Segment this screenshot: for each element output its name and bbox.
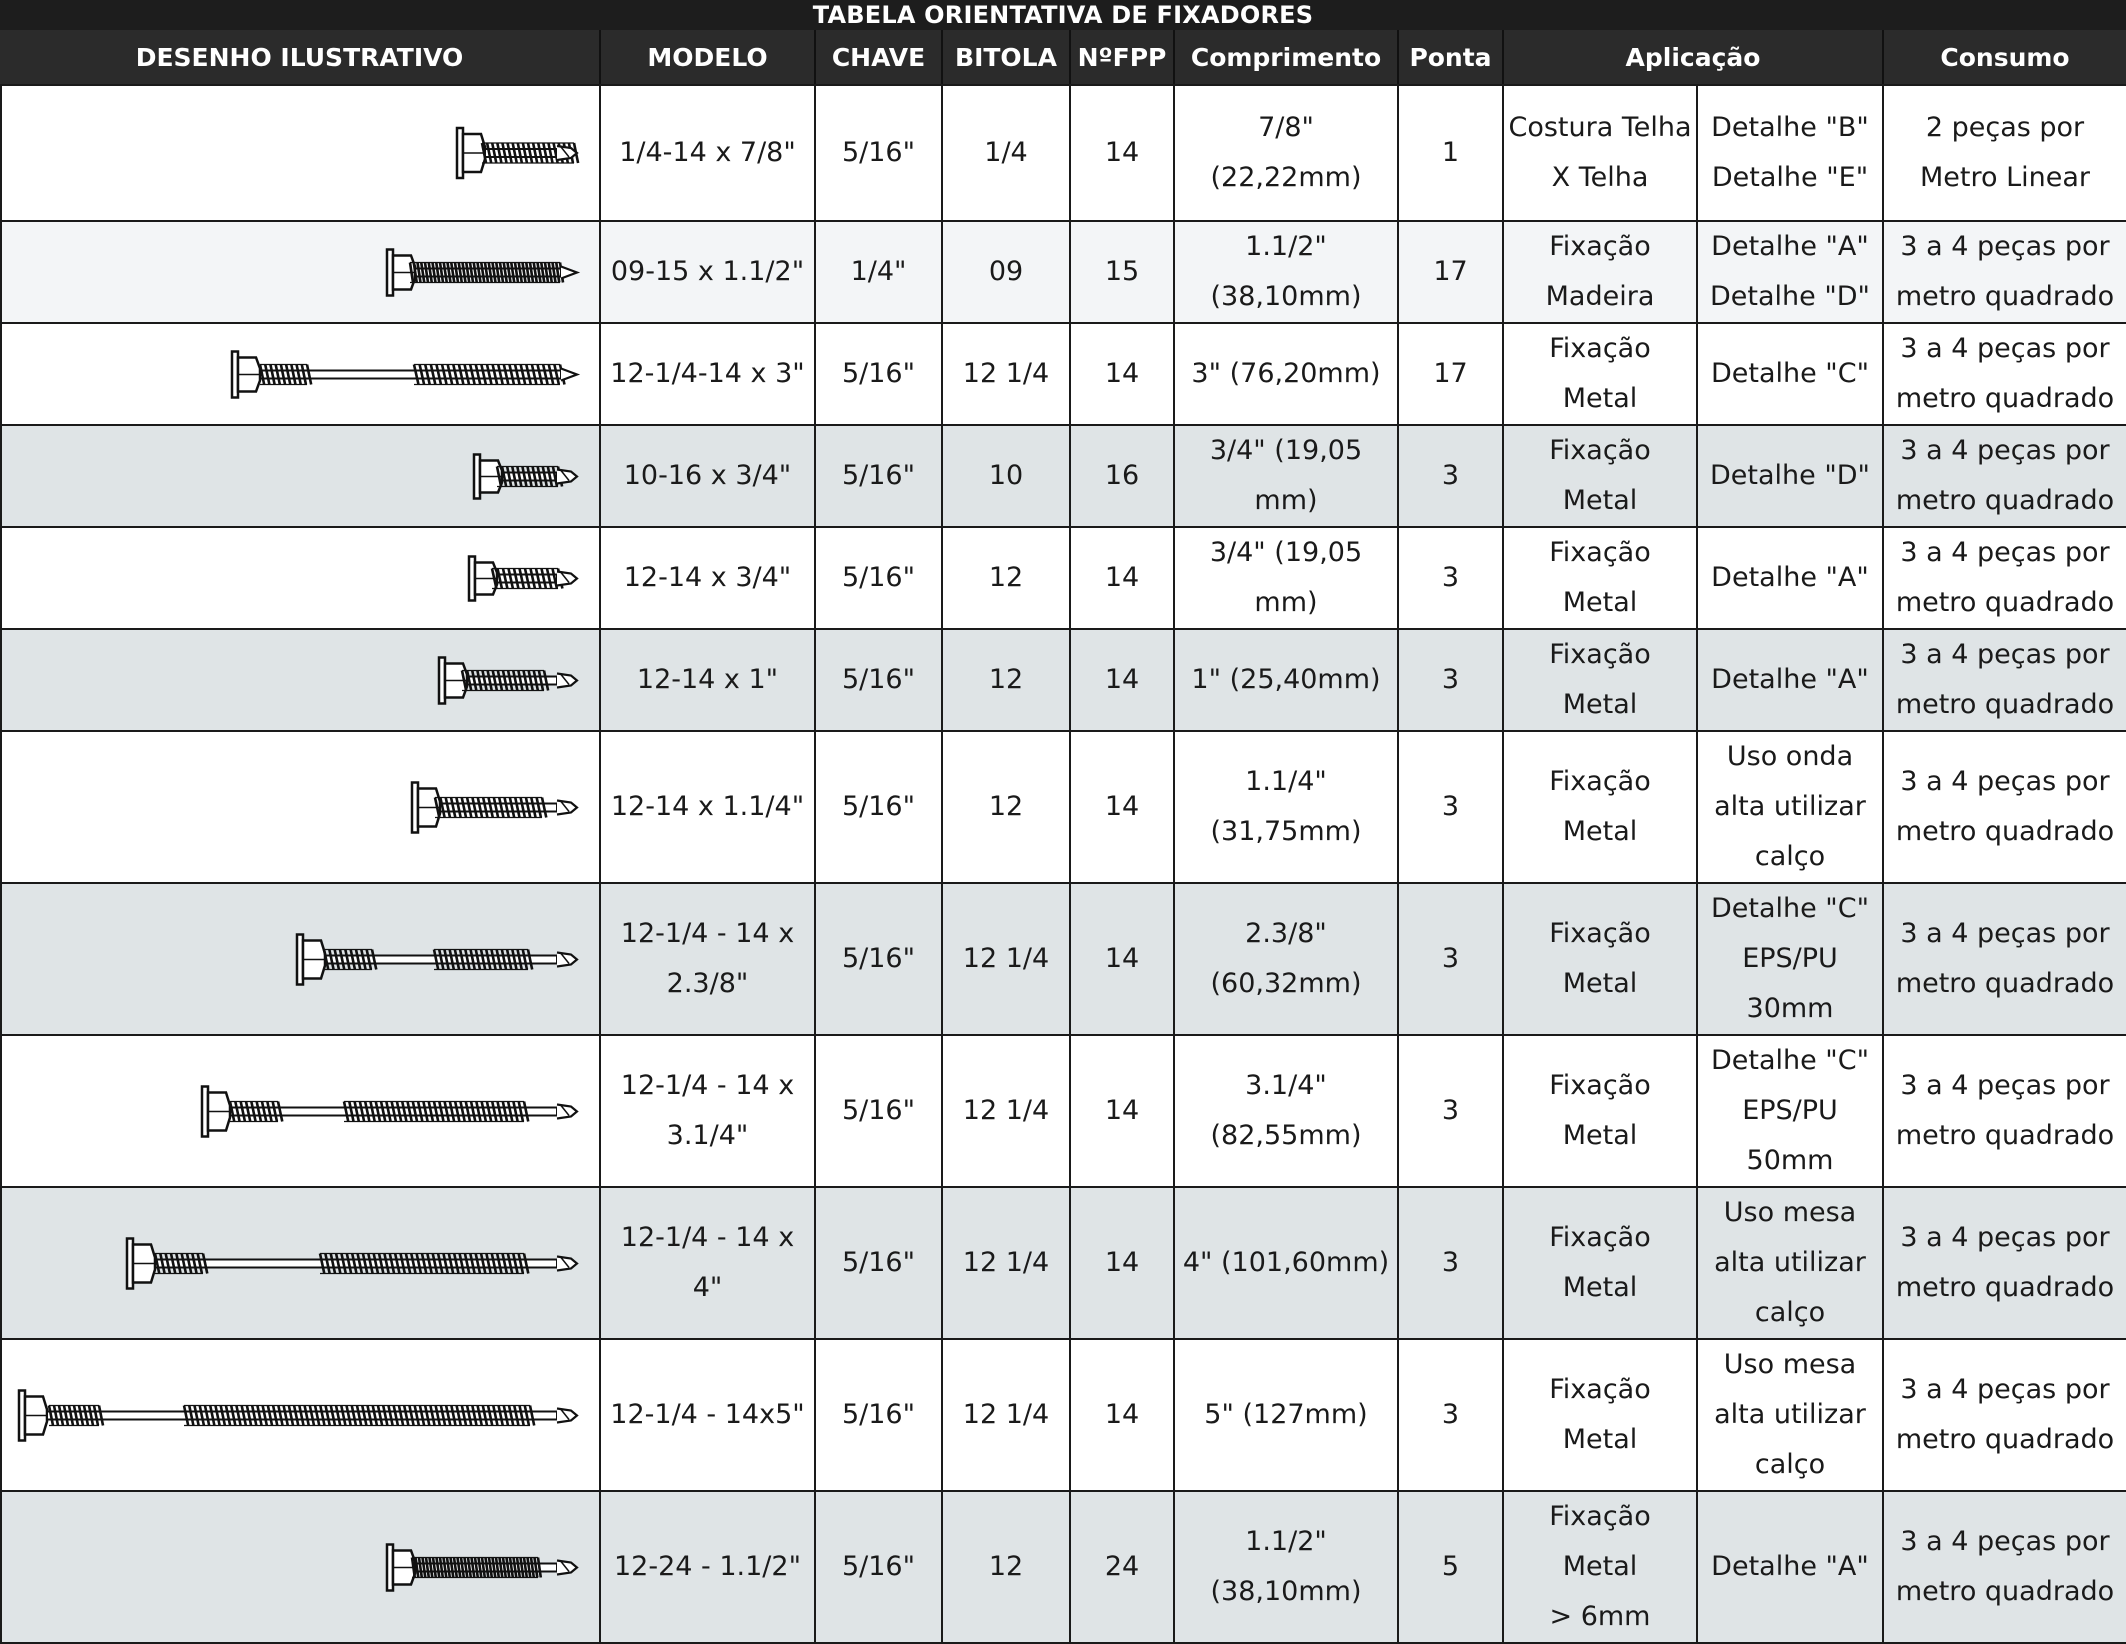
fpp-cell: 15 [1070, 221, 1174, 323]
aplicacao-cell [1503, 629, 1697, 731]
aplicacao-cell [1503, 527, 1697, 629]
consumo-line: metro quadrado [1895, 281, 2115, 312]
consumo-cell [1883, 1339, 2126, 1491]
table-row [1, 323, 2126, 425]
consumo-line: 3 a 4 peças por [1900, 333, 2110, 364]
tiny-drill-screw-icon [2, 531, 597, 626]
consumo-cell [1883, 1187, 2126, 1339]
drawing-cell [1, 731, 600, 883]
chave-cell: 5/16" [815, 883, 942, 1035]
fpp-cell: 14 [1070, 883, 1174, 1035]
detalhe-line: alta utilizar [1714, 1247, 1866, 1278]
table-row [1, 629, 2126, 731]
stitched-drill-screw-icon [2, 1191, 597, 1336]
modelo-line: 12-24 - 1.1/2" [614, 1551, 801, 1582]
consumo-line: metro quadrado [1895, 1272, 2115, 1303]
comprimento-cell [1174, 1339, 1398, 1491]
fpp-cell: 16 [1070, 425, 1174, 527]
consumo-cell [1883, 731, 2126, 883]
drawing-cell [1, 425, 600, 527]
comprimento-cell [1174, 527, 1398, 629]
detalhe-line: EPS/PU [1742, 1095, 1838, 1126]
aplicacao-line: Fixação Metal [1549, 435, 1651, 516]
detalhe-line: 50mm [1746, 1145, 1834, 1176]
header-bitola: BITOLA [941, 30, 1069, 84]
consumo-line: 3 a 4 peças por [1900, 1526, 2110, 1557]
detalhe-line: calço [1754, 1297, 1826, 1328]
consumo-cell [1883, 629, 2126, 731]
comprimento-cell [1174, 323, 1398, 425]
comprimento-line: 1.1/2" (38,10mm) [1210, 1526, 1362, 1607]
aplicacao-line: Costura Telha [1508, 112, 1692, 143]
aplicacao-line: Fixação Metal [1549, 1222, 1651, 1303]
bitola-cell: 12 [942, 1491, 1070, 1643]
ponta-cell: 5 [1398, 1491, 1503, 1643]
detalhe-cell [1697, 323, 1883, 425]
fine-thread-drill-screw-icon [2, 1520, 597, 1615]
drawing-cell [1, 221, 600, 323]
drawing-cell [1, 883, 600, 1035]
modelo-cell [600, 1339, 815, 1491]
ponta-cell: 3 [1398, 527, 1503, 629]
comprimento-line: 3/4" (19,05 mm) [1209, 537, 1363, 618]
consumo-cell [1883, 425, 2126, 527]
table-row [1, 527, 2126, 629]
comprimento-line: 5" (127mm) [1204, 1399, 1368, 1430]
aplicacao-line: Fixação Metal [1549, 1374, 1651, 1455]
consumo-line: 3 a 4 peças por [1900, 537, 2110, 568]
consumo-line: metro quadrado [1895, 968, 2115, 999]
detalhe-line: Detalhe "A" [1711, 231, 1869, 262]
aplicacao-line: Madeira [1545, 281, 1655, 312]
ponta-cell: 3 [1398, 425, 1503, 527]
chave-cell: 5/16" [815, 731, 942, 883]
comprimento-cell [1174, 629, 1398, 731]
modelo-line: 12-1/4 - 14 x 4" [620, 1222, 795, 1303]
consumo-cell [1883, 1491, 2126, 1643]
bitola-cell: 1/4 [942, 85, 1070, 221]
drawing-cell [1, 1035, 600, 1187]
header-comprimento: Comprimento [1173, 30, 1397, 84]
modelo-line: 12-14 x 3/4" [623, 562, 792, 593]
fpp-cell: 14 [1070, 85, 1174, 221]
detalhe-cell [1697, 1187, 1883, 1339]
fpp-cell: 14 [1070, 1339, 1174, 1491]
ponta-cell: 3 [1398, 629, 1503, 731]
modelo-cell [600, 221, 815, 323]
comprimento-line: 2.3/8" [1245, 918, 1327, 949]
chave-cell: 5/16" [815, 1339, 942, 1491]
modelo-line: 09-15 x 1.1/2" [610, 256, 805, 287]
chave-cell: 5/16" [815, 527, 942, 629]
detalhe-line: EPS/PU [1742, 943, 1838, 974]
detalhe-cell [1697, 221, 1883, 323]
modelo-line: 12-1/4 - 14 x [620, 918, 795, 949]
table-row [1, 1187, 2126, 1339]
aplicacao-cell [1503, 323, 1697, 425]
detalhe-line: calço [1754, 841, 1826, 872]
consumo-cell [1883, 323, 2126, 425]
modelo-line: 12-1/4 - 14x5" [610, 1399, 805, 1430]
aplicacao-line: Fixação Metal [1549, 918, 1651, 999]
detalhe-line: 30mm [1746, 993, 1834, 1024]
header-aplicacao: Aplicação [1502, 30, 1882, 84]
consumo-cell [1883, 85, 2126, 221]
detalhe-cell [1697, 629, 1883, 731]
detalhe-cell [1697, 731, 1883, 883]
modelo-line: 12-1/4 - 14 x [620, 1070, 795, 1101]
consumo-line: Metro Linear [1919, 162, 2090, 193]
header-desenho: DESENHO ILUSTRATIVO [135, 42, 464, 72]
comprimento-line: (60,32mm) [1210, 968, 1362, 999]
modelo-cell [600, 527, 815, 629]
consumo-line: metro quadrado [1895, 1120, 2115, 1151]
detalhe-cell [1697, 883, 1883, 1035]
header-nfpp: NºFPP [1069, 30, 1173, 84]
modelo-line: 12-1/4-14 x 3" [610, 358, 805, 389]
aplicacao-cell [1503, 731, 1697, 883]
bitola-cell: 12 [942, 527, 1070, 629]
aplicacao-line: Fixação Metal [1549, 1501, 1651, 1582]
detalhe-line: Detalhe "A" [1711, 562, 1869, 593]
modelo-cell [600, 883, 815, 1035]
comprimento-line: 4" (101,60mm) [1182, 1247, 1390, 1278]
aplicacao-cell [1503, 425, 1697, 527]
chave-cell: 1/4" [815, 221, 942, 323]
modelo-line: 12-14 x 1.1/4" [610, 791, 805, 822]
bitola-cell: 12 [942, 731, 1070, 883]
short-drill-screw-icon [2, 633, 597, 728]
fpp-cell: 14 [1070, 1187, 1174, 1339]
ponta-cell: 17 [1398, 323, 1503, 425]
table-row [1, 1035, 2126, 1187]
chave-cell: 5/16" [815, 323, 942, 425]
comprimento-cell [1174, 1035, 1398, 1187]
bitola-cell: 09 [942, 221, 1070, 323]
consumo-line: 3 a 4 peças por [1900, 1222, 2110, 1253]
comprimento-line: 3" (76,20mm) [1191, 358, 1381, 389]
consumo-cell [1883, 221, 2126, 323]
comprimento-line: 7/8" (22,22mm) [1210, 112, 1362, 193]
extra-long-drill-screw-icon [2, 1343, 597, 1488]
aplicacao-line: Fixação Metal [1549, 1070, 1651, 1151]
aplicacao-line: Fixação Metal [1549, 766, 1651, 847]
aplicacao-line: X Telha [1551, 162, 1649, 193]
header-modelo: MODELO [599, 30, 814, 84]
comprimento-line: 1.1/4" (31,75mm) [1210, 766, 1362, 847]
stitched-drill-screw-icon [2, 1039, 597, 1184]
detalhe-line: Detalhe "D" [1710, 460, 1870, 491]
aplicacao-line: Fixação Metal [1549, 333, 1651, 414]
tiny-drill-screw-icon [2, 429, 597, 524]
chave-cell: 5/16" [815, 1035, 942, 1187]
aplicacao-line: Fixação [1549, 231, 1651, 262]
detalhe-line: alta utilizar [1714, 1399, 1866, 1430]
chave-cell: 5/16" [815, 629, 942, 731]
ponta-cell: 1 [1398, 85, 1503, 221]
bitola-cell: 12 1/4 [942, 323, 1070, 425]
fpp-cell: 24 [1070, 1491, 1174, 1643]
bitola-cell: 12 1/4 [942, 1035, 1070, 1187]
ponta-cell: 3 [1398, 731, 1503, 883]
header-consumo: Consumo [1882, 30, 2126, 84]
consumo-line: 3 a 4 peças por [1900, 766, 2110, 797]
modelo-line: 3.1/4" [666, 1120, 749, 1151]
header-ponta: Ponta [1397, 30, 1502, 84]
modelo-line: 2.3/8" [666, 968, 749, 999]
aplicacao-cell [1503, 1339, 1697, 1491]
detalhe-cell [1697, 1491, 1883, 1643]
consumo-cell [1883, 883, 2126, 1035]
chave-cell: 5/16" [815, 425, 942, 527]
table-row [1, 425, 2126, 527]
detalhe-line: Uso onda [1726, 741, 1854, 772]
consumo-line: 3 a 4 peças por [1900, 918, 2110, 949]
comprimento-line: 3.1/4" (82,55mm) [1210, 1070, 1362, 1151]
detalhe-cell [1697, 527, 1883, 629]
bitola-cell: 12 1/4 [942, 1187, 1070, 1339]
modelo-cell [600, 1491, 815, 1643]
fpp-cell: 14 [1070, 731, 1174, 883]
detalhe-line: Detalhe "C" [1710, 358, 1870, 389]
detalhe-cell [1697, 1035, 1883, 1187]
aplicacao-cell [1503, 1491, 1697, 1643]
consumo-line: metro quadrado [1895, 587, 2115, 618]
consumo-line: metro quadrado [1895, 1424, 2115, 1455]
comprimento-cell [1174, 731, 1398, 883]
detalhe-cell [1697, 425, 1883, 527]
detalhe-line: Detalhe "A" [1711, 1551, 1869, 1582]
detalhe-line: alta utilizar [1714, 791, 1866, 822]
drawing-cell [1, 1187, 600, 1339]
table-row [1, 221, 2126, 323]
modelo-cell [600, 629, 815, 731]
table-row [1, 883, 2126, 1035]
modelo-cell [600, 1035, 815, 1187]
short-hex-screw-icon [2, 87, 597, 219]
ponta-cell: 3 [1398, 1035, 1503, 1187]
drawing-cell [1, 85, 600, 221]
comprimento-cell [1174, 425, 1398, 527]
drawing-cell [1, 527, 600, 629]
table-title: TABELA ORIENTATIVA DE FIXADORES [0, 0, 2126, 30]
aplicacao-cell [1503, 221, 1697, 323]
modelo-cell [600, 323, 815, 425]
ponta-cell: 17 [1398, 221, 1503, 323]
chave-cell: 5/16" [815, 1491, 942, 1643]
detalhe-line: Uso mesa [1723, 1197, 1857, 1228]
comprimento-line: 1.1/2" (38,10mm) [1210, 231, 1362, 312]
detalhe-line: calço [1754, 1449, 1826, 1480]
detalhe-line: Detalhe "A" [1711, 664, 1869, 695]
consumo-line: metro quadrado [1895, 1576, 2115, 1607]
comprimento-line: 3/4" (19,05 mm) [1209, 435, 1363, 516]
fpp-cell: 14 [1070, 1035, 1174, 1187]
aplicacao-line: > 6mm [1549, 1601, 1651, 1632]
comprimento-line: 1" (25,40mm) [1191, 664, 1381, 695]
consumo-cell [1883, 527, 2126, 629]
ponta-cell: 3 [1398, 1339, 1503, 1491]
detalhe-line: Detalhe "B" [1711, 112, 1869, 143]
aplicacao-cell [1503, 1035, 1697, 1187]
bitola-cell: 12 [942, 629, 1070, 731]
table-row [1, 85, 2126, 221]
consumo-line: 2 peças por [1925, 112, 2085, 143]
modelo-cell [600, 425, 815, 527]
consumo-line: metro quadrado [1895, 816, 2115, 847]
drawing-cell [1, 1339, 600, 1491]
comprimento-cell [1174, 883, 1398, 1035]
aplicacao-cell [1503, 1187, 1697, 1339]
chave-cell: 5/16" [815, 1187, 942, 1339]
modelo-cell [600, 731, 815, 883]
header-chave: CHAVE [814, 30, 941, 84]
long-pointed-screw-icon [2, 327, 597, 422]
consumo-line: metro quadrado [1895, 689, 2115, 720]
aplicacao-line: Fixação Metal [1549, 639, 1651, 720]
bitola-cell: 10 [942, 425, 1070, 527]
fixer-table [0, 84, 2126, 1644]
drill-screw-icon [2, 735, 597, 880]
fpp-cell: 14 [1070, 527, 1174, 629]
comprimento-cell [1174, 1491, 1398, 1643]
bitola-cell: 12 1/4 [942, 1339, 1070, 1491]
modelo-cell [600, 1187, 815, 1339]
consumo-line: metro quadrado [1895, 485, 2115, 516]
comprimento-cell [1174, 1187, 1398, 1339]
fpp-cell: 14 [1070, 323, 1174, 425]
consumo-line: 3 a 4 peças por [1900, 231, 2110, 262]
modelo-line: 12-14 x 1" [636, 664, 779, 695]
consumo-line: 3 a 4 peças por [1900, 639, 2110, 670]
detalhe-line: Detalhe "C" [1710, 893, 1870, 924]
comprimento-cell [1174, 221, 1398, 323]
consumo-line: 3 a 4 peças por [1900, 435, 2110, 466]
detalhe-line: Detalhe "C" [1710, 1045, 1870, 1076]
ponta-cell: 3 [1398, 1187, 1503, 1339]
detalhe-cell [1697, 85, 1883, 221]
wood-screw-icon [2, 225, 597, 320]
consumo-line: 3 a 4 peças por [1900, 1070, 2110, 1101]
drawing-cell [1, 1491, 600, 1643]
detalhe-line: Detalhe "D" [1710, 281, 1870, 312]
stitched-drill-screw-icon [2, 887, 597, 1032]
consumo-line: metro quadrado [1895, 383, 2115, 414]
modelo-cell [600, 85, 815, 221]
detalhe-line: Detalhe "E" [1711, 162, 1869, 193]
aplicacao-line: Fixação Metal [1549, 537, 1651, 618]
fpp-cell: 14 [1070, 629, 1174, 731]
modelo-line: 1/4-14 x 7/8" [619, 137, 796, 168]
table-row [1, 1491, 2126, 1643]
comprimento-cell [1174, 85, 1398, 221]
aplicacao-cell [1503, 883, 1697, 1035]
detalhe-cell [1697, 1339, 1883, 1491]
drawing-cell [1, 629, 600, 731]
aplicacao-cell [1503, 85, 1697, 221]
chave-cell: 5/16" [815, 85, 942, 221]
consumo-line: 3 a 4 peças por [1900, 1374, 2110, 1405]
ponta-cell: 3 [1398, 883, 1503, 1035]
drawing-cell [1, 323, 600, 425]
bitola-cell: 12 1/4 [942, 883, 1070, 1035]
modelo-line: 10-16 x 3/4" [623, 460, 792, 491]
consumo-cell [1883, 1035, 2126, 1187]
table-row [1, 1339, 2126, 1491]
table-row [1, 731, 2126, 883]
detalhe-line: Uso mesa [1723, 1349, 1857, 1380]
